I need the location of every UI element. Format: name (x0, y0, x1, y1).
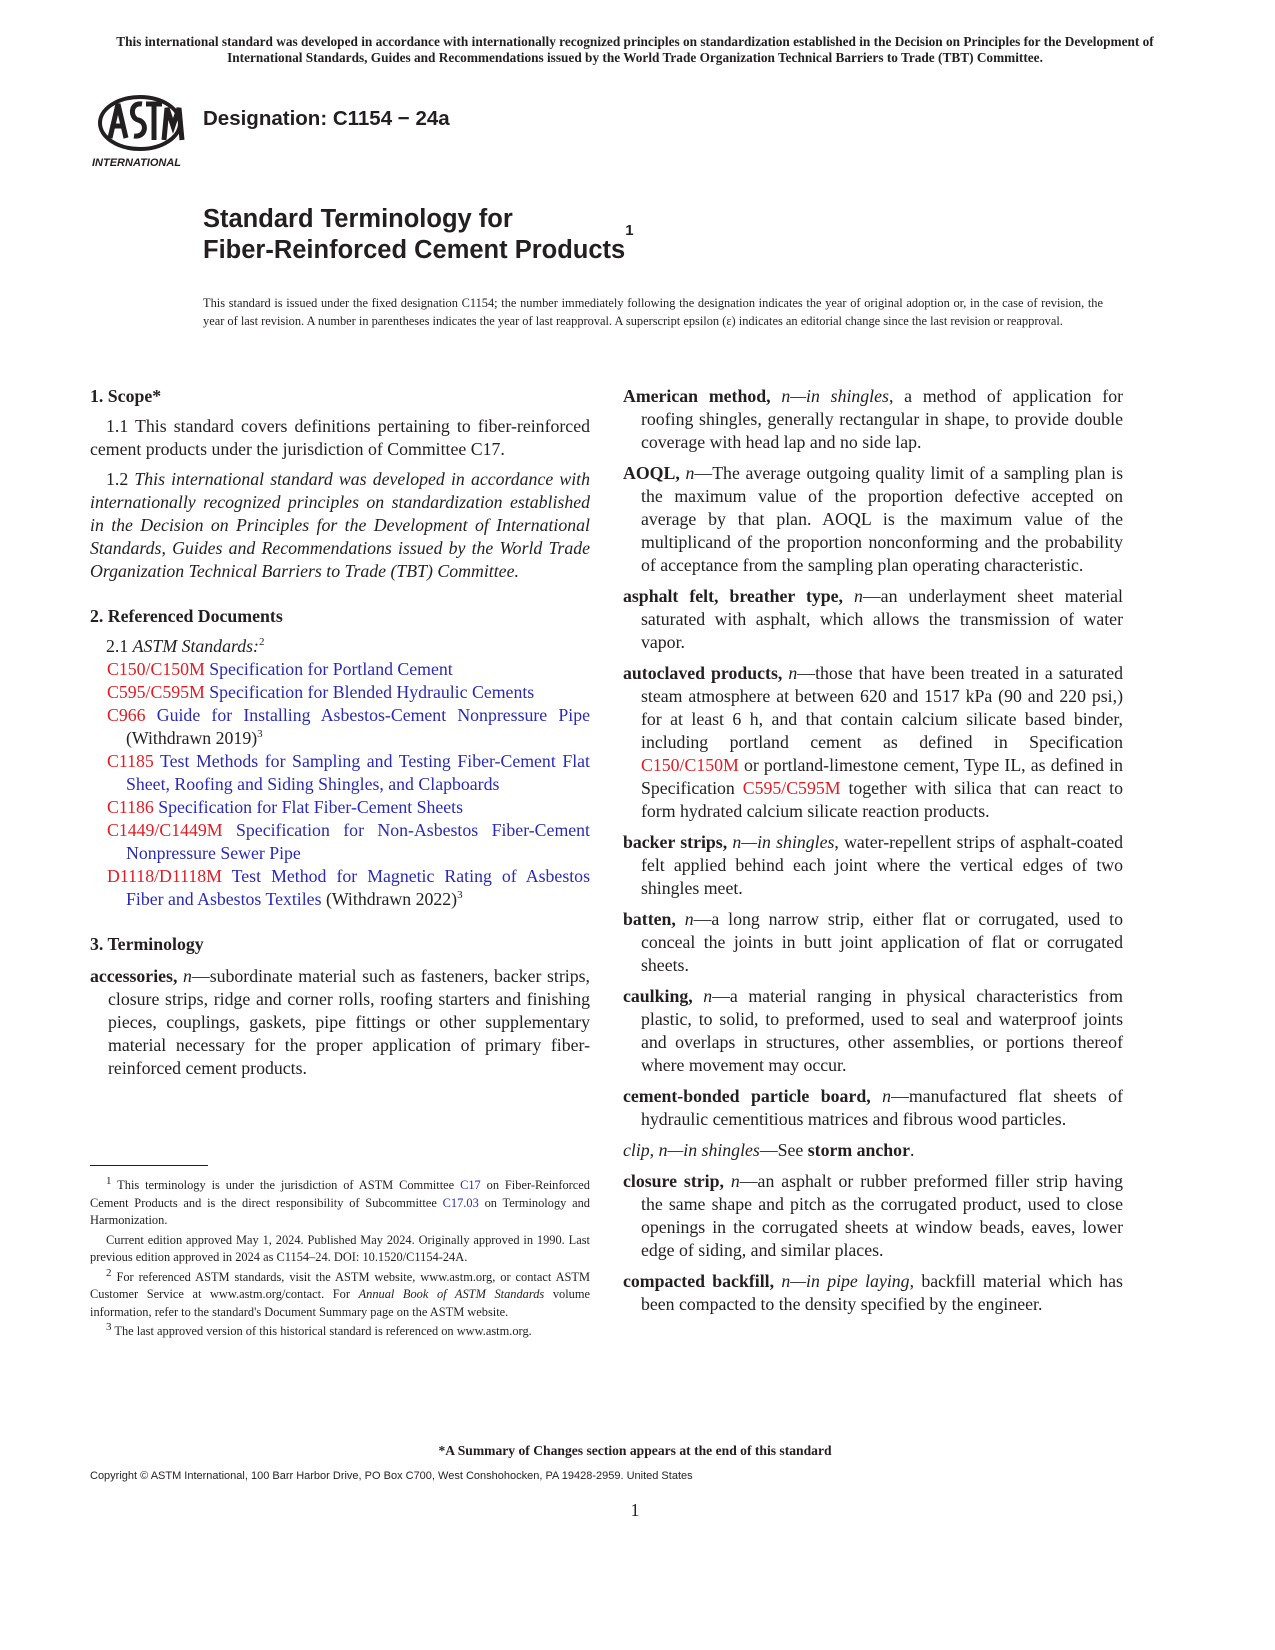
referenced-documents-heading: 2. Referenced Documents (90, 606, 283, 626)
reference-title-link[interactable]: Specification for Flat Fiber-Cement Sheets (158, 797, 464, 817)
footnotes (90, 1174, 590, 1343)
footnote-1: $^1$ This terminology is under the jurisdiction of ASTM Committee C17 on Fiber-Reinforced Cement Products and is the direct responsibility of Subcommittee C17.03 on Terminology and Harmonization. (90, 1174, 590, 1227)
footnote-3: $^3$ The last approved version of this historical standard is referenced on www.astm.org. (106, 1320, 532, 1338)
term-accessories: accessories, n—subordinate material such as fasteners, backer strips, closure strips, ridge and corner rolls, roofing starters and finishing pieces, couplings, gaskets, pipe fittings or other supplementary material necessary for the proper application of primary fiber-reinforced cement products. (90, 966, 590, 1078)
footnote-divider (90, 1165, 208, 1166)
term-clip: clip, n—in shingles—See storm anchor. (623, 1140, 915, 1160)
reference-code-link[interactable]: C1449/C1449M (107, 820, 223, 840)
reference-item: D1118/D1118M Test Method for Magnetic Rating of Asbestos Fiber and Asbestos Textiles (Withdrawn 2022)$^3$ (107, 866, 590, 909)
top-notice: This international standard was developed in accordance with internationally recognized principles on standardization established in the Decision on Principles for the Development of International Standards, Guides and Recommendations issued by the World Trade Organization Technical Barriers to Trade (TBT) Committee. (116, 34, 1154, 65)
reference-item (107, 681, 590, 704)
reference-item (107, 819, 590, 865)
reference-item (107, 658, 590, 681)
title-footnote-mark: 1 (625, 222, 634, 239)
term-batten: batten, n—a long narrow strip, either flat or corrugated, used to conceal the joints in butt joint application of flat or corrugated sheets. (623, 909, 1123, 975)
reference-code-link[interactable]: C150/C150M (107, 659, 205, 679)
title-line-1: Standard Terminology for (203, 205, 513, 233)
reference-item (107, 796, 590, 819)
term-backer-strips: backer strips, n—in shingles, water-repellent strips of asphalt-coated felt applied behind each joint where the vertical edges of two shingles meet. (623, 832, 1123, 898)
astm-standards-subheading: 2.1 ASTM Standards:$^2$ (106, 636, 265, 656)
scope-1-2: 1.2 This international standard was developed in accordance with internationally recognized principles on standardization established in the Decision on Principles for the Development of International Standards, Guides and Recommendations issued by the World Trade Organization Technical Barriers to Trade (TBT) Committee. (90, 469, 591, 581)
reference-title-link[interactable]: Specification for Portland Cement (209, 659, 453, 679)
term-caulking: caulking, n—a material ranging in physical characteristics from plastic, to solid, to preformed, used to seal and waterproof joints and overlaps in structures, other assemblies, or portions thereof where movement may occur. (623, 986, 1124, 1075)
term-compacted-backfill: compacted backfill, n—in pipe laying, backfill material which has been compacted to the density specified by the engineer. (623, 1271, 1123, 1314)
scope-heading: 1. Scope* (90, 386, 162, 406)
summary-of-changes-note: *A Summary of Changes section appears at the end of this standard (438, 1443, 832, 1458)
designation: Designation: C1154 − 24a (203, 107, 450, 130)
c150-link[interactable]: C150/C150M (641, 755, 739, 775)
subcommittee-link[interactable]: C17.03 (442, 1195, 479, 1210)
term-asphalt-felt: asphalt felt, breather type, n—an underlayment sheet material saturated with asphalt, which allows the transmission of water vapor. (623, 586, 1123, 652)
reference-code-link[interactable]: C966 (107, 705, 146, 725)
astm-logo-icon (90, 92, 190, 172)
astm-logo (90, 92, 190, 172)
reference-code-link[interactable]: C595/C595M (107, 682, 205, 702)
right-column (623, 385, 1123, 1324)
svg-text:INTERNATIONAL: INTERNATIONAL (92, 157, 182, 169)
document-title (203, 204, 634, 266)
reference-title-link[interactable]: Specification for Non-Asbestos Fiber-Cement Nonpressure Sewer Pipe (126, 820, 590, 863)
footnote-edition: Current edition approved May 1, 2024. Published May 2024. Originally approved in 1990. Last previous edition approved in 2024 as C1154–24. DOI: 10.1520/C1154-24A. (90, 1232, 590, 1264)
page-number: 1 (630, 1500, 640, 1520)
reference-title-link[interactable]: Test Method for Magnetic Rating of Asbestos Fiber and Asbestos Textiles (126, 866, 590, 909)
left-column (90, 385, 590, 1088)
reference-title-link[interactable]: Specification for Blended Hydraulic Cements (209, 682, 535, 702)
reference-code-link[interactable]: D1118/D1118M (107, 866, 222, 886)
copyright: Copyright © ASTM International, 100 Barr Harbor Drive, PO Box C700, West Conshohocken, PA 19428-2959. United States (90, 1470, 693, 1482)
c595-link[interactable]: C595/C595M (742, 778, 841, 798)
term-aoql: AOQL, n—The average outgoing quality limit of a sampling plan is the maximum value of the proportion defective accepted on average by that plan. AOQL is the maximum value of the multiplicand of the proportion nonconforming and the probability of acceptance from the sampling plan operating characteristic. (623, 463, 1123, 575)
issue-note: This standard is issued under the fixed designation C1154; the number immediately following the designation indicates the year of original adoption or, in the case of revision, the year of last revision. A number in parentheses indicates the year of last reapproval. A superscript epsilon (ε) indicates an editorial change since the last revision or reapproval. (203, 296, 1103, 329)
reference-item: C966 Guide for Installing Asbestos-Cement Nonpressure Pipe (Withdrawn 2019)$^3$ (107, 705, 590, 748)
footnote-2: $^2$ For referenced ASTM standards, visit the ASTM website, www.astm.org, or contact ASTM Customer Service at www.astm.org/contact. For Annual Book of ASTM Standards volume information, refer to the standard's Document Summary page on the ASTM website. (90, 1266, 590, 1319)
term-cement-bonded-particle-board: cement-bonded particle board, n—manufactured flat sheets of hydraulic cementitious matrices and fibrous wood particles. (623, 1086, 1123, 1129)
reference-item (107, 750, 590, 796)
terminology-heading: 3. Terminology (90, 934, 204, 954)
term-american-method: American method, n—in shingles, a method of application for roofing shingles, generally rectangular in shape, to provide double coverage with head lap and no side lap. (623, 386, 1124, 452)
title-line-2: Fiber-Reinforced Cement Products$^1$ (203, 222, 634, 264)
reference-title-link[interactable]: Test Methods for Sampling and Testing Fiber-Cement Flat Sheet, Roofing and Siding Shingles, and Clapboards (126, 751, 590, 794)
storm-anchor-reference: storm anchor (807, 1140, 910, 1160)
term-closure-strip: closure strip, n—an asphalt or rubber preformed filler strip having the same shape and pitch as the corrugated product, used to close openings in the corrugated sheets at window beads, eaves, lower edge of siding, and similar places. (623, 1171, 1123, 1260)
reference-code-link[interactable]: C1186 (107, 797, 154, 817)
scope-1-1: 1.1 This standard covers definitions pertaining to fiber-reinforced cement products under the jurisdiction of Committee C17. (90, 416, 590, 459)
reference-code-link[interactable]: C1185 (107, 751, 154, 771)
reference-title-link[interactable]: Guide for Installing Asbestos-Cement Nonpressure Pipe (156, 705, 590, 725)
committee-link[interactable]: C17 (460, 1178, 481, 1192)
reference-list (90, 658, 590, 911)
term-autoclaved-products: autoclaved products, n—those that have been treated in a saturated steam atmosphere at between 620 and 1517 kPa (90 and 220 psi,) for at least 6 h, and that contain calcium silicate based binder, including portland cement as defined in Specification C150/C150M or portland-limestone cement, Type IL, as defined in Specification C595/C595M together with silica that can react to form hydrated calcium silicate reaction products. (623, 663, 1123, 821)
